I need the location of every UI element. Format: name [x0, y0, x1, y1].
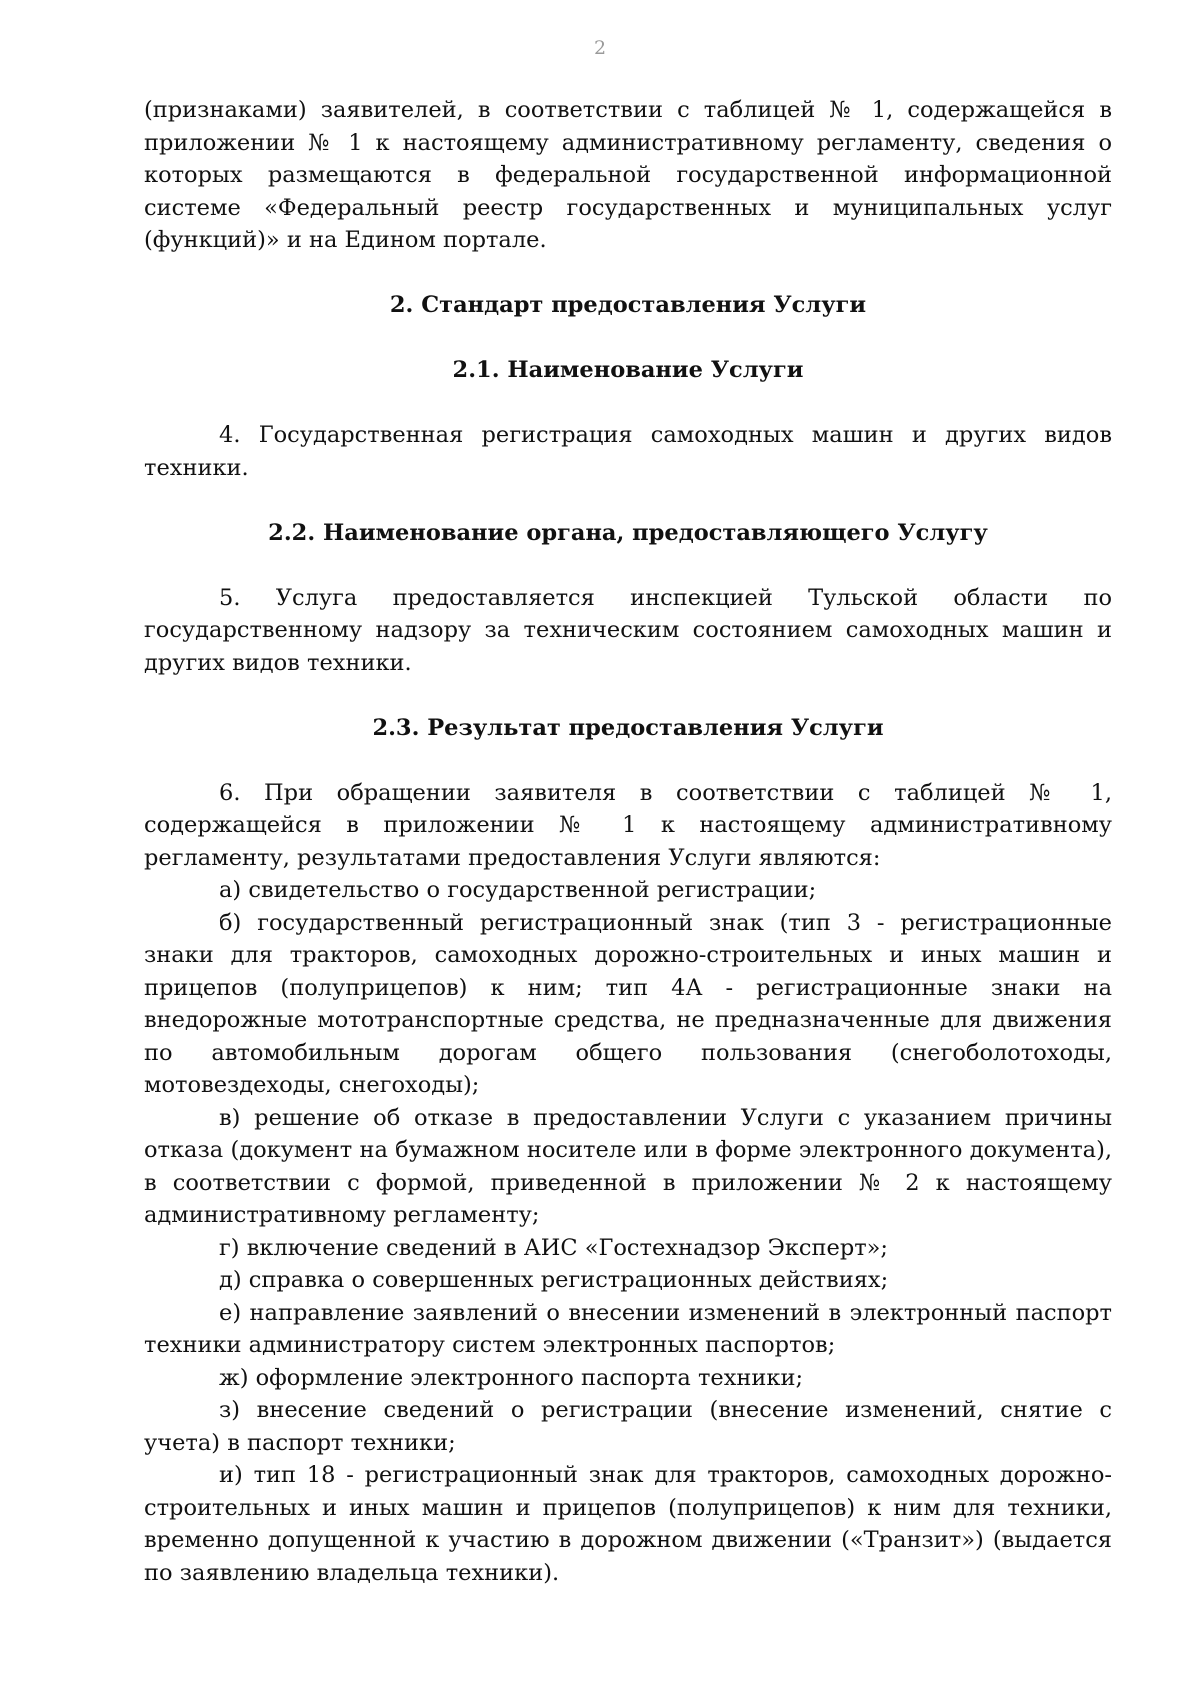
result-item-e: е) направление заявлений о внесении изменений в электронный паспорт техники администратору систем электронных паспортов; — [144, 1299, 1112, 1358]
page-number: 2 — [593, 37, 607, 59]
spacer — [144, 387, 1112, 420]
spacer — [144, 322, 1112, 355]
spacer — [144, 257, 1112, 290]
document-body — [144, 94, 1112, 1589]
section-2-1-heading: 2.1. Наименование Услуги — [452, 357, 804, 383]
result-item-g: г) включение сведений в АИС «Гостехнадзор Эксперт»; — [219, 1234, 889, 1261]
result-item-b: б) государственный регистрационный знак (тип 3 - регистрационные знаки для тракторов, самоходных дорожно-строительных и иных машин и прицепов (полуприцепов) к ним; тип 4А - регистрационные знаки на внедорожные мототранспортные средства, не предназначенные для движения по автомобильным дорогам общего пользования (снегоболотоходы, мотовездеходы, снегоходы); — [144, 909, 1112, 1098]
paragraph-4: 4. Государственная регистрация самоходных машин и других видов техники. — [144, 422, 1112, 481]
result-item-d: д) справка о совершенных регистрационных действиях; — [219, 1267, 889, 1293]
spacer — [144, 484, 1112, 517]
spacer — [144, 549, 1112, 582]
result-item-i: и) тип 18 - регистрационный знак для тракторов, самоходных дорожно-строительных и иных машин и прицепов (полуприцепов) к ним для техники, временно допущенной к участию в дорожном движении («Транзит») (выдается по заявлению владельца техники). — [144, 1462, 1112, 1586]
result-item-z: з) внесение сведений о регистрации (внесение изменений, снятие с учета) в паспорт техники; — [144, 1397, 1112, 1456]
result-item-v: в) решение об отказе в предоставлении Услуги с указанием причины отказа (документ на бумажном носителе или в форме электронного документа), в соответствии с формой, приведенной в приложении № 2 к настоящему административному регламенту; — [144, 1104, 1112, 1228]
paragraph-5: 5. Услуга предоставляется инспекцией Тульской области по государственному надзору за техническим состоянием самоходных машин и других видов техники. — [144, 584, 1112, 676]
intro-paragraph: (признаками) заявителей, в соответствии с таблицей № 1, содержащейся в приложении № 1 к настоящему административному регламенту, сведения о которых размещаются в федеральной государственной информационной системе «Федеральный реестр государственных и муниципальных услуг (функций)» и на Едином портале. — [144, 97, 1112, 253]
result-item-a: а) свидетельство о государственной регистрации; — [219, 877, 817, 903]
section-2-2-heading: 2.2. Наименование органа, предоставляющего Услугу — [268, 519, 988, 546]
spacer — [144, 744, 1112, 777]
section-2-3-heading: 2.3. Результат предоставления Услуги — [372, 714, 884, 741]
section-2-heading: 2. Стандарт предоставления Услуги — [389, 292, 867, 318]
paragraph-6: 6. При обращении заявителя в соответствии с таблицей № 1, содержащейся в приложении № 1 к настоящему административному регламенту, результатами предоставления Услуги являются: — [144, 779, 1112, 871]
result-item-zh: ж) оформление электронного паспорта техники; — [219, 1364, 804, 1391]
spacer — [144, 679, 1112, 712]
